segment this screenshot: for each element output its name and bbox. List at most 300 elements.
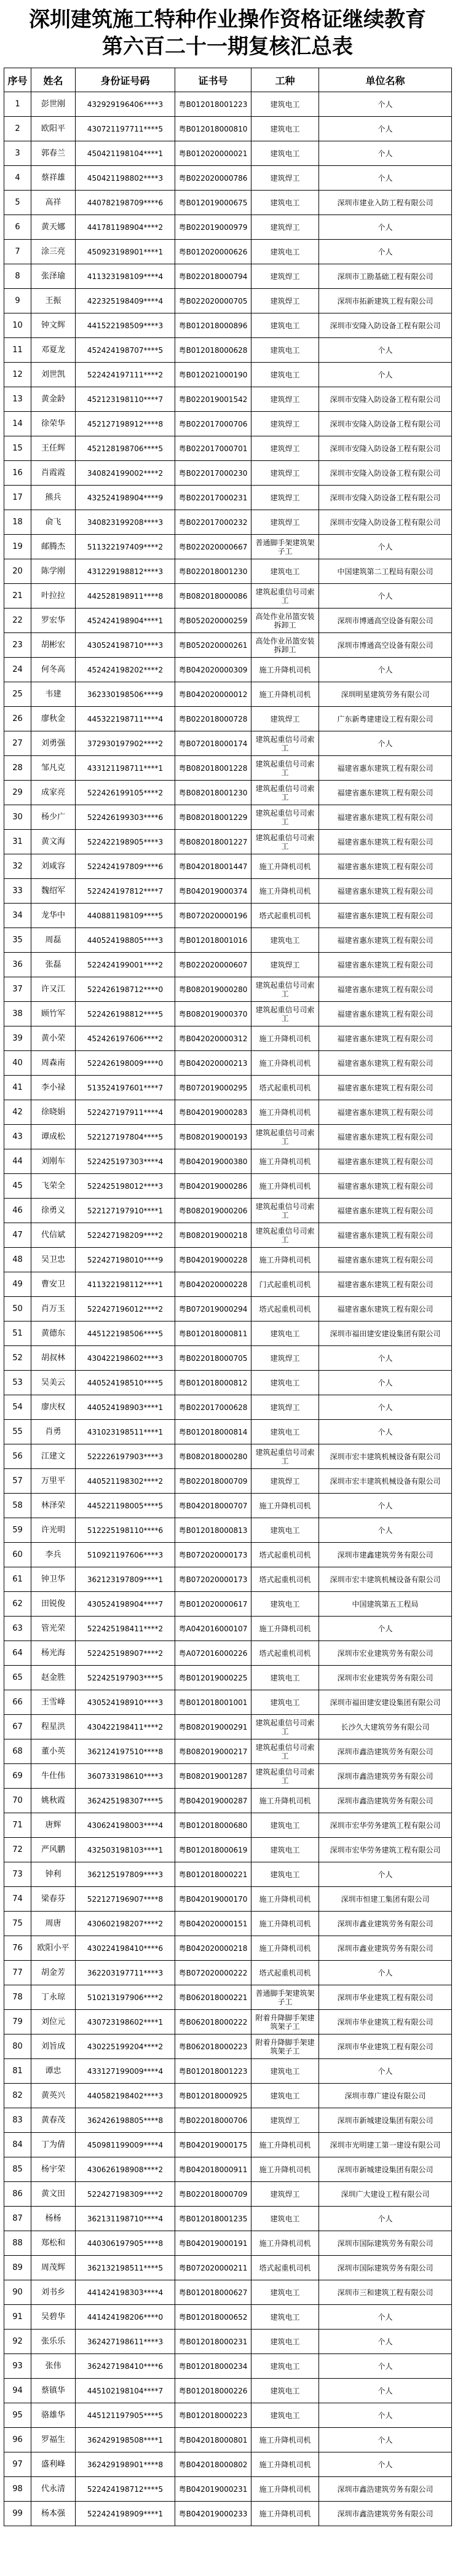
table-row — [4, 2305, 452, 2330]
cell-unit: 深圳市宏业建筑劳务有限公司 — [319, 1666, 452, 1690]
cell-id: 430602198207****2 — [76, 1912, 175, 1936]
cell-unit: 福建省惠东建筑工程有限公司 — [319, 756, 452, 781]
cell-cert: 粤B012018001223 — [175, 92, 251, 117]
cell-name: 曹安卫 — [31, 1272, 76, 1297]
cell-name: 盛利峰 — [31, 2452, 76, 2477]
cell-name: 周森南 — [31, 1051, 76, 1076]
cell-type: 建筑起重信号司索工 — [251, 731, 319, 756]
cell-id: 432503198103****1 — [76, 1838, 175, 1862]
table-row — [4, 1592, 452, 1617]
table-row — [4, 1371, 452, 1395]
cell-name: 林泽荣 — [31, 1494, 76, 1518]
cell-type: 建筑电工 — [251, 2379, 319, 2403]
cell-no: 26 — [4, 707, 31, 731]
cell-no: 91 — [4, 2305, 31, 2330]
cell-type: 建筑起重信号司索工 — [251, 1739, 319, 1764]
cell-id: 445221198005****5 — [76, 1494, 175, 1518]
cell-unit: 深圳市光明建工第一建设有限公司 — [319, 2133, 452, 2157]
cell-no: 31 — [4, 830, 31, 854]
cell-id: 362427198611****3 — [76, 2330, 175, 2354]
cell-cert: 粤B042019000287 — [175, 1789, 251, 1813]
cell-id: 430721197711****5 — [76, 117, 175, 141]
cell-cert: 粤B022017000628 — [175, 1395, 251, 1420]
cell-type: 建筑焊工 — [251, 436, 319, 461]
cell-type: 建筑焊工 — [251, 461, 319, 486]
cell-no: 2 — [4, 117, 31, 141]
cell-id: 513524197601****7 — [76, 1076, 175, 1100]
table-row — [4, 1936, 452, 1961]
cell-cert: 粤B012018000896 — [175, 313, 251, 338]
cell-no: 72 — [4, 1838, 31, 1862]
cell-name: 何冬高 — [31, 658, 76, 682]
cell-no: 80 — [4, 2034, 31, 2059]
cell-name: 董小英 — [31, 1739, 76, 1764]
cell-unit: 个人 — [319, 240, 452, 264]
cell-type: 施工升降机司机 — [251, 1149, 319, 1174]
cell-unit: 深圳市宏华劳务建筑工程有限公司 — [319, 1838, 452, 1862]
cell-cert: 粤B082018001228 — [175, 756, 251, 781]
cell-name: 刘咸容 — [31, 854, 76, 879]
cell-cert: 粤B022019001542 — [175, 387, 251, 412]
cell-name: 罗福生 — [31, 2428, 76, 2452]
cell-id: 445122198506****5 — [76, 1321, 175, 1346]
cell-type: 建筑起重信号司索工 — [251, 1444, 319, 1469]
cell-name: 邓夏龙 — [31, 338, 76, 363]
cell-name: 谭忠 — [31, 2059, 76, 2084]
cell-id: 522427196012****2 — [76, 1297, 175, 1321]
cell-type: 施工升降机司机 — [251, 1494, 319, 1518]
cell-cert: 粤B022017000706 — [175, 412, 251, 436]
cell-no: 53 — [4, 1371, 31, 1395]
cell-unit: 个人 — [319, 1346, 452, 1371]
cell-no: 38 — [4, 1002, 31, 1026]
cell-name: 欧阳小平 — [31, 1936, 76, 1961]
cell-no: 15 — [4, 436, 31, 461]
cell-name: 李兵 — [31, 1543, 76, 1567]
cell-id: 450421198802****3 — [76, 166, 175, 191]
cell-cert: 粤B022020000667 — [175, 535, 251, 559]
cell-type: 塔式起重机司机 — [251, 1567, 319, 1592]
table-row — [4, 1666, 452, 1690]
cell-name: 黄文田 — [31, 2182, 76, 2207]
cell-cert: 粤B042020000213 — [175, 1051, 251, 1076]
cell-unit: 个人 — [319, 2330, 452, 2354]
cell-id: 522424198712****5 — [76, 2477, 175, 2502]
cell-name: 胡彬宏 — [31, 633, 76, 658]
cell-id: 522424199001****2 — [76, 953, 175, 977]
cell-unit: 深圳市宏丰建筑机械设备有限公司 — [319, 1567, 452, 1592]
cell-no: 70 — [4, 1789, 31, 1813]
table-row — [4, 1174, 452, 1199]
cell-id: 452128198706****5 — [76, 436, 175, 461]
table-row — [4, 805, 452, 830]
cell-unit: 长沙久大建筑劳务有限公司 — [319, 1715, 452, 1739]
cell-id: 522424197812****7 — [76, 879, 175, 904]
cell-type: 建筑电工 — [251, 1862, 319, 1887]
cell-type: 建筑起重信号司索工 — [251, 805, 319, 830]
table-row — [4, 1395, 452, 1420]
cell-no: 71 — [4, 1813, 31, 1838]
cell-cert: 粤B072020000173 — [175, 1543, 251, 1567]
cell-cert: 粤B082018001229 — [175, 805, 251, 830]
cell-unit: 福建省惠东建筑工程有限公司 — [319, 1051, 452, 1076]
cell-id: 411323198109****4 — [76, 264, 175, 289]
cell-cert: 粤B012021000190 — [175, 363, 251, 387]
cell-id: 522426199303****6 — [76, 805, 175, 830]
cell-type: 建筑电工 — [251, 1592, 319, 1617]
table-row — [4, 707, 452, 731]
table-row — [4, 879, 452, 904]
cell-name: 杨杨 — [31, 2207, 76, 2231]
cell-unit: 深圳市博通高空设备有限公司 — [319, 609, 452, 633]
cell-unit: 个人 — [319, 363, 452, 387]
cell-unit: 深圳市国际建筑劳务有限公司 — [319, 2231, 452, 2256]
cell-name: 魏绍军 — [31, 879, 76, 904]
cell-no: 50 — [4, 1297, 31, 1321]
cell-unit: 深圳市宏丰建筑机械设备有限公司 — [319, 1444, 452, 1469]
cell-no: 24 — [4, 658, 31, 682]
cell-cert: 粤B072019000294 — [175, 1297, 251, 1321]
cell-type: 建筑起重信号司索工 — [251, 756, 319, 781]
cell-type: 建筑起重信号司索工 — [251, 1764, 319, 1789]
cell-id: 522127197804****5 — [76, 1125, 175, 1149]
cell-no: 22 — [4, 609, 31, 633]
cell-name: 胡金芳 — [31, 1961, 76, 1985]
cell-name: 肖万玉 — [31, 1297, 76, 1321]
cell-type: 施工升降机司机 — [251, 2133, 319, 2157]
cell-no: 65 — [4, 1666, 31, 1690]
cell-type: 建筑起重信号司索工 — [251, 781, 319, 805]
table-row — [4, 215, 452, 240]
cell-cert: 粤B052020000259 — [175, 609, 251, 633]
cell-no: 6 — [4, 215, 31, 240]
cell-no: 68 — [4, 1739, 31, 1764]
cell-cert: 粤B022020000705 — [175, 289, 251, 313]
cell-id: 362203197711****3 — [76, 1961, 175, 1985]
cell-no: 36 — [4, 953, 31, 977]
cell-unit: 个人 — [319, 1395, 452, 1420]
cell-id: 522425198012****3 — [76, 1174, 175, 1199]
cell-no: 83 — [4, 2108, 31, 2133]
table-row — [4, 1223, 452, 1248]
table-row — [4, 1494, 452, 1518]
cell-type: 建筑起重信号司索工 — [251, 1125, 319, 1149]
cell-no: 45 — [4, 1174, 31, 1199]
cell-no: 55 — [4, 1420, 31, 1444]
cell-cert: 粤B012018000221 — [175, 1862, 251, 1887]
cell-name: 杨光海 — [31, 1641, 76, 1666]
cell-unit: 福建省惠东建筑工程有限公司 — [319, 854, 452, 879]
cell-id: 430225199204****2 — [76, 2034, 175, 2059]
cell-cert: 粤B072020000173 — [175, 1567, 251, 1592]
table-row — [4, 2084, 452, 2108]
cell-unit: 福建省惠东建筑工程有限公司 — [319, 1149, 452, 1174]
table-row — [4, 486, 452, 510]
cell-unit: 深圳市建鑫建筑劳务有限公司 — [319, 1543, 452, 1567]
cell-id: 362429198901****8 — [76, 2452, 175, 2477]
cell-no: 3 — [4, 141, 31, 166]
cell-cert: 粤B082018001230 — [175, 781, 251, 805]
cell-cert: 粤B022019000979 — [175, 215, 251, 240]
table-row — [4, 756, 452, 781]
review-table — [4, 68, 452, 2526]
table-row — [4, 1690, 452, 1715]
cell-type: 建筑焊工 — [251, 215, 319, 240]
cell-id: 433121198711****1 — [76, 756, 175, 781]
cell-name: 顾竹军 — [31, 1002, 76, 1026]
cell-type: 施工升降机司机 — [251, 658, 319, 682]
cell-cert: 粤B042018000802 — [175, 2452, 251, 2477]
table-row — [4, 1199, 452, 1223]
cell-unit: 个人 — [319, 141, 452, 166]
cell-no: 74 — [4, 1887, 31, 1912]
header-cert: 证书号 — [175, 68, 251, 92]
cell-name: 梁春芬 — [31, 1887, 76, 1912]
table-row — [4, 1813, 452, 1838]
cell-type: 建筑电工 — [251, 2280, 319, 2305]
cell-unit: 个人 — [319, 2305, 452, 2330]
cell-cert: 粤B012018000231 — [175, 2330, 251, 2354]
cell-unit: 个人 — [319, 535, 452, 559]
cell-id: 440524198903****1 — [76, 1395, 175, 1420]
cell-cert: 粤B062018000223 — [175, 2034, 251, 2059]
cell-name: 蔡镇华 — [31, 2379, 76, 2403]
cell-type: 建筑焊工 — [251, 1469, 319, 1494]
cell-no: 35 — [4, 928, 31, 953]
cell-id: 452424198707****5 — [76, 338, 175, 363]
cell-cert: 粤B062018000222 — [175, 2010, 251, 2034]
cell-cert: 粤B042020000309 — [175, 658, 251, 682]
cell-no: 60 — [4, 1543, 31, 1567]
cell-no: 28 — [4, 756, 31, 781]
cell-name: 高祥 — [31, 191, 76, 215]
table-row — [4, 412, 452, 436]
cell-no: 90 — [4, 2280, 31, 2305]
cell-cert: 粤B042020000012 — [175, 682, 251, 707]
table-row — [4, 584, 452, 609]
cell-no: 42 — [4, 1100, 31, 1125]
cell-cert: 粤B022018001230 — [175, 559, 251, 584]
cell-name: 徐晓娟 — [31, 1100, 76, 1125]
cell-type: 建筑电工 — [251, 928, 319, 953]
table-row — [4, 953, 452, 977]
cell-unit: 深圳市拓新建筑工程有限公司 — [319, 289, 452, 313]
cell-name: 陈学刚 — [31, 559, 76, 584]
cell-type: 施工升降机司机 — [251, 1100, 319, 1125]
cell-type: 施工升降机司机 — [251, 1248, 319, 1272]
cell-unit: 深圳市鑫浩建筑劳务有限公司 — [319, 1764, 452, 1789]
cell-id: 430422198411****2 — [76, 1715, 175, 1739]
cell-name: 王振 — [31, 289, 76, 313]
cell-no: 18 — [4, 510, 31, 535]
cell-cert: 粤B012018000810 — [175, 117, 251, 141]
cell-type: 建筑起重信号司索工 — [251, 1223, 319, 1248]
cell-type: 施工升降机司机 — [251, 1026, 319, 1051]
cell-type: 施工升降机司机 — [251, 854, 319, 879]
cell-no: 52 — [4, 1346, 31, 1371]
cell-no: 78 — [4, 1985, 31, 2010]
cell-unit: 深圳市华业建筑工程有限公司 — [319, 1985, 452, 2010]
cell-name: 许又江 — [31, 977, 76, 1002]
cell-name: 王任辉 — [31, 436, 76, 461]
cell-no: 37 — [4, 977, 31, 1002]
cell-cert: 粤B072019000295 — [175, 1076, 251, 1100]
table-row — [4, 2330, 452, 2354]
cell-unit: 深圳市尊广建设有限公司 — [319, 2084, 452, 2108]
cell-cert: 粤B042018000911 — [175, 2157, 251, 2182]
cell-id: 431023198511****1 — [76, 1420, 175, 1444]
cell-name: 刘旨成 — [31, 2034, 76, 2059]
cell-no: 85 — [4, 2157, 31, 2182]
header-name: 姓名 — [31, 68, 76, 92]
cell-name: 周唐 — [31, 1912, 76, 1936]
cell-id: 522426199105****2 — [76, 781, 175, 805]
cell-id: 452426197606****2 — [76, 1026, 175, 1051]
cell-type: 附着升降脚手架建筑架子工 — [251, 2010, 319, 2034]
cell-cert: 粤B082019001287 — [175, 1764, 251, 1789]
cell-type: 施工升降机司机 — [251, 1617, 319, 1641]
cell-type: 建筑电工 — [251, 2059, 319, 2084]
cell-name: 田锐俊 — [31, 1592, 76, 1617]
cell-name: 钟卫华 — [31, 1567, 76, 1592]
cell-unit: 个人 — [319, 2059, 452, 2084]
cell-id: 522424198909****1 — [76, 2502, 175, 2526]
cell-no: 49 — [4, 1272, 31, 1297]
cell-cert: 粤B012018000814 — [175, 1420, 251, 1444]
cell-cert: 粤B042019000374 — [175, 879, 251, 904]
cell-type: 建筑焊工 — [251, 264, 319, 289]
cell-no: 13 — [4, 387, 31, 412]
cell-name: 欧阳平 — [31, 117, 76, 141]
cell-type: 建筑焊工 — [251, 1346, 319, 1371]
cell-no: 56 — [4, 1444, 31, 1469]
cell-no: 96 — [4, 2428, 31, 2452]
table-row — [4, 1272, 452, 1297]
cell-unit: 深圳市鑫业建筑劳务有限公司 — [319, 1936, 452, 1961]
cell-type: 建筑电工 — [251, 1371, 319, 1395]
cell-id: 452127198912****8 — [76, 412, 175, 436]
cell-type: 高处作业吊篮安装拆卸工 — [251, 609, 319, 633]
cell-id: 372930197902****2 — [76, 731, 175, 756]
cell-name: 吴卫忠 — [31, 1248, 76, 1272]
cell-unit: 福建省惠东建筑工程有限公司 — [319, 977, 452, 1002]
cell-cert: 粤B042019000380 — [175, 1149, 251, 1174]
cell-no: 62 — [4, 1592, 31, 1617]
cell-no: 27 — [4, 731, 31, 756]
cell-type: 施工升降机司机 — [251, 1051, 319, 1076]
cell-id: 432929196406****3 — [76, 92, 175, 117]
cell-cert: 粤B042018000707 — [175, 1494, 251, 1518]
cell-unit: 深圳市宏华劳务建筑工程有限公司 — [319, 1813, 452, 1838]
cell-cert: 粤B022017000701 — [175, 436, 251, 461]
table-row — [4, 1026, 452, 1051]
cell-name: 熊兵 — [31, 486, 76, 510]
cell-unit: 深圳明星建筑劳务有限公司 — [319, 682, 452, 707]
cell-id: 433127199009****4 — [76, 2059, 175, 2084]
cell-no: 58 — [4, 1494, 31, 1518]
cell-type: 建筑电工 — [251, 559, 319, 584]
cell-unit: 深圳市福田建安建设集团有限公司 — [319, 1690, 452, 1715]
cell-name: 徐荣华 — [31, 412, 76, 436]
cell-name: 许光明 — [31, 1518, 76, 1543]
cell-id: 450923198901****1 — [76, 240, 175, 264]
cell-cert: 粤B082019000206 — [175, 1199, 251, 1223]
cell-unit: 深圳市三和建筑工程有限公司 — [319, 2280, 452, 2305]
cell-name: 刘位元 — [31, 2010, 76, 2034]
cell-unit: 中国建筑第二工程局有限公司 — [319, 559, 452, 584]
table-row — [4, 289, 452, 313]
header-no: 序号 — [4, 68, 31, 92]
cell-type: 建筑焊工 — [251, 166, 319, 191]
cell-id: 445121197905****5 — [76, 2403, 175, 2428]
cell-unit: 福建省惠东建筑工程有限公司 — [319, 1026, 452, 1051]
cell-cert: 粤B012018000234 — [175, 2354, 251, 2379]
cell-name: 黄德东 — [31, 1321, 76, 1346]
cell-unit: 福建省惠东建筑工程有限公司 — [319, 1174, 452, 1199]
table-row — [4, 461, 452, 486]
cell-no: 63 — [4, 1617, 31, 1641]
table-row — [4, 1764, 452, 1789]
cell-name: 江建文 — [31, 1444, 76, 1469]
cell-unit: 广东新粤建建设工程有限公司 — [319, 707, 452, 731]
cell-cert: 粤B022018000728 — [175, 707, 251, 731]
cell-id: 362125197809****3 — [76, 1862, 175, 1887]
cell-id: 430723198602****1 — [76, 2010, 175, 2034]
cell-type: 施工升降机司机 — [251, 2157, 319, 2182]
table-row — [4, 1518, 452, 1543]
cell-unit: 深圳市安隆入防设备工程有限公司 — [319, 436, 452, 461]
table-row — [4, 1444, 452, 1469]
cell-type: 施工升降机司机 — [251, 879, 319, 904]
cell-unit: 深圳市安隆入防设备工程有限公司 — [319, 412, 452, 436]
cell-name: 万里平 — [31, 1469, 76, 1494]
table-row — [4, 1002, 452, 1026]
cell-type: 普通脚手架建筑架子工 — [251, 1985, 319, 2010]
table-row — [4, 2428, 452, 2452]
cell-name: 周磊 — [31, 928, 76, 953]
cell-unit: 个人 — [319, 658, 452, 682]
cell-cert: 粤B022017000231 — [175, 486, 251, 510]
table-row — [4, 1838, 452, 1862]
cell-id: 440521198302****2 — [76, 1469, 175, 1494]
cell-name: 刘世凯 — [31, 363, 76, 387]
cell-type: 高处作业吊篮安装拆卸工 — [251, 633, 319, 658]
table-row — [4, 904, 452, 928]
table-row — [4, 731, 452, 756]
cell-name: 张磊 — [31, 953, 76, 977]
cell-type: 塔式起重机司机 — [251, 1641, 319, 1666]
cell-name: 叶拉拉 — [31, 584, 76, 609]
cell-no: 9 — [4, 289, 31, 313]
cell-cert: 粤B012020000021 — [175, 141, 251, 166]
cell-unit: 深圳市博通高空设备有限公司 — [319, 633, 452, 658]
cell-name: 丁永琼 — [31, 1985, 76, 2010]
cell-cert: 粤B022018000705 — [175, 1346, 251, 1371]
cell-cert: 粤B022017000232 — [175, 510, 251, 535]
cell-type: 建筑电工 — [251, 338, 319, 363]
cell-unit: 福建省惠东建筑工程有限公司 — [319, 1076, 452, 1100]
table-row — [4, 1887, 452, 1912]
cell-id: 445322198711****4 — [76, 707, 175, 731]
cell-name: 黄小荣 — [31, 1026, 76, 1051]
cell-id: 430524198710****3 — [76, 633, 175, 658]
cell-id: 362426198805****8 — [76, 2108, 175, 2133]
cell-id: 522427198010****9 — [76, 1248, 175, 1272]
cell-no: 99 — [4, 2502, 31, 2526]
cell-type: 建筑电工 — [251, 313, 319, 338]
cell-cert: 粤A072016000226 — [175, 1641, 251, 1666]
cell-id: 522424197809****6 — [76, 854, 175, 879]
